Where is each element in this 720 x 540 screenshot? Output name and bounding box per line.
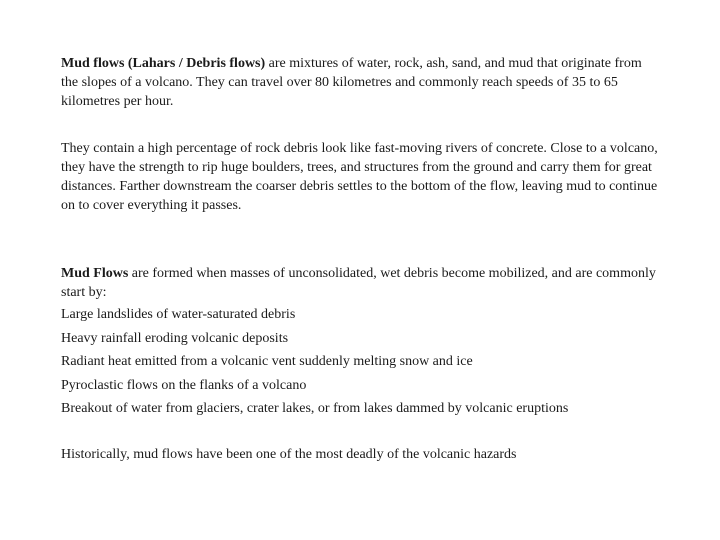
history-paragraph-text: Historically, mud flows have been one of the most deadly of the volcanic hazards [61, 447, 517, 462]
list-item: Pyroclastic flows on the flanks of a volcano [61, 377, 307, 393]
list-item: Heavy rainfall eroding volcanic deposits [61, 330, 289, 346]
intro-paragraph [61, 54, 661, 111]
history-paragraph [61, 445, 681, 464]
formation-paragraph [61, 264, 661, 302]
causes-list [61, 305, 681, 423]
mud-flows-heading-term: Mud flows (Lahars / Debris flows) [61, 56, 266, 71]
description-paragraph [61, 139, 661, 215]
formation-heading-term: Mud Flows [61, 266, 129, 281]
intro-paragraph-text: are mixtures of water, rock, ash, sand, and mud that originate from the slopes of a volcano. They can travel over 80 kilometres and commonly reach speeds of 35 to 65 kilometres per hour. [61, 56, 642, 109]
list-item: Breakout of water from glaciers, crater lakes, or from lakes dammed by volcanic eruptions [61, 401, 569, 416]
description-paragraph-text: They contain a high percentage of rock debris look like fast-moving rivers of concrete. Close to a volcano, they have the strength to rip huge boulders, trees, and structures from the ground and carry them for great distances. Farther downstream the coarser debris settles to the bottom of the flow, leaving mud to continue on to cover everything it passes. [61, 141, 658, 213]
list-item: Radiant heat emitted from a volcanic vent suddenly melting snow and ice [61, 354, 473, 369]
formation-paragraph-text: are formed when masses of unconsolidated, wet debris become mobilized, and are commonly start by: [61, 266, 656, 300]
list-item: Large landslides of water-saturated debris [61, 307, 296, 322]
